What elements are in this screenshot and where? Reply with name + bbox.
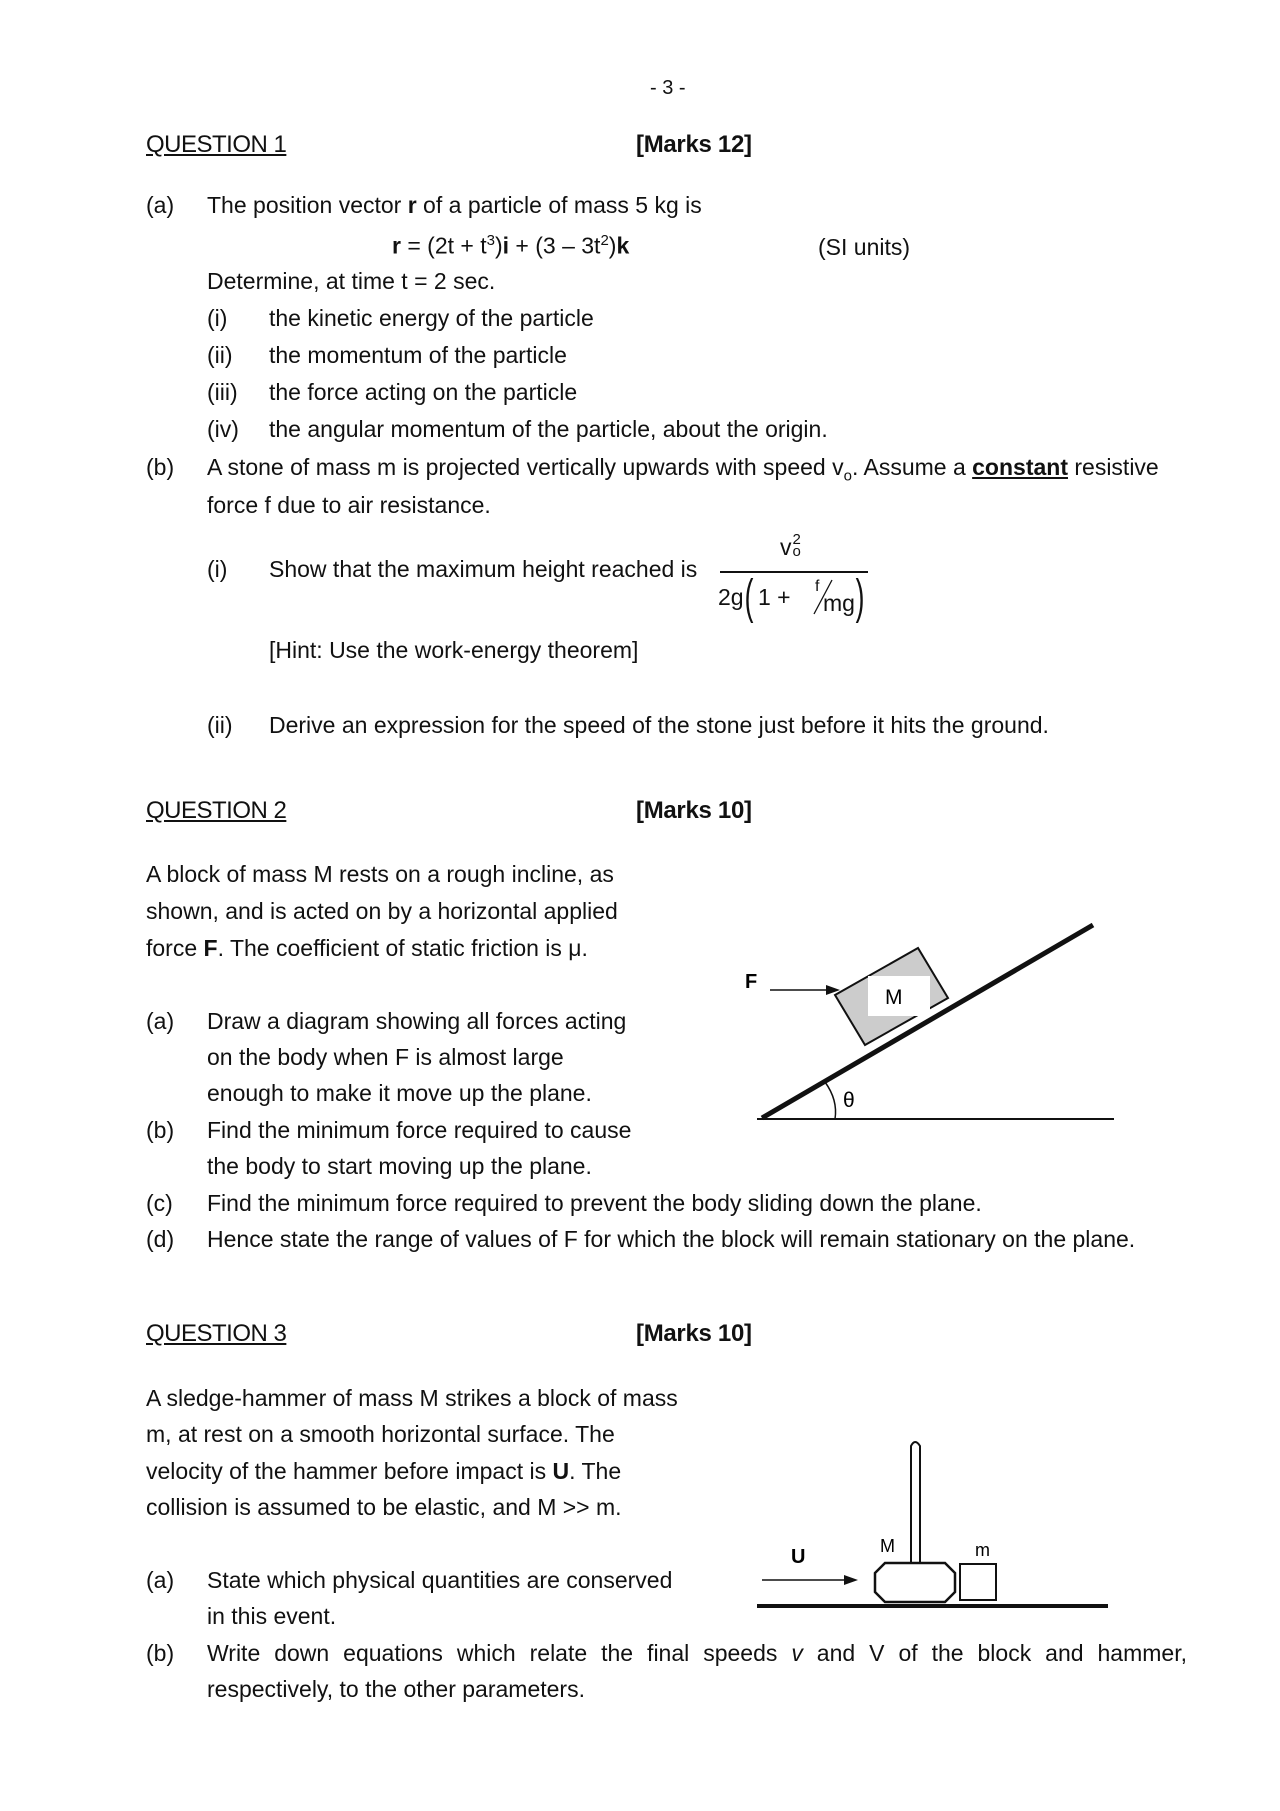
angle-label: θ bbox=[843, 1089, 855, 1112]
q2-part-text: Hence state the range of values of F for which the block will remain stationary on the plane. bbox=[207, 1226, 1136, 1252]
q3-part-b-label: (b) bbox=[146, 1640, 175, 1666]
question-2-marks: [Marks 10] bbox=[636, 797, 752, 824]
question-3-marks: [Marks 10] bbox=[636, 1320, 752, 1347]
q1-item-text: the force acting on the particle bbox=[269, 379, 578, 405]
q1-bi-text: Show that the maximum height reached is bbox=[269, 556, 698, 582]
q3-intro-line: velocity of the hammer before impact is U. The bbox=[146, 1458, 622, 1484]
question-3-title: QUESTION 3 bbox=[146, 1320, 287, 1347]
q1-part-b-line1: A stone of mass m is projected vertically upwards with speed $v_o$. Assume a constant resistive bbox=[207, 454, 1159, 485]
q2-part-text: Draw a diagram showing all forces acting bbox=[207, 1008, 627, 1034]
q1-position-equation: $r = (2t + t^3)i + (3 - 3t^2)k$ bbox=[392, 232, 630, 259]
q3-part-b-line1: Write down equations which relate the final speeds v and V of the block and hammer, bbox=[207, 1640, 1187, 1666]
q2-part-label: (a) bbox=[146, 1008, 175, 1034]
q1-item-text: the momentum of the particle bbox=[269, 342, 567, 368]
q1-item-num: (iii) bbox=[207, 379, 238, 405]
q2-part-text: on the body when F is almost large bbox=[207, 1044, 564, 1070]
velocity-label: U bbox=[791, 1546, 806, 1568]
small-block bbox=[960, 1564, 996, 1600]
q1-part-b-label: (b) bbox=[146, 454, 175, 480]
hammer-handle bbox=[911, 1442, 920, 1563]
small-frac-mg: mg bbox=[823, 590, 855, 616]
q3-intro-line: A sledge-hammer of mass M strikes a block of mass bbox=[146, 1385, 678, 1411]
q2-part-text: the body to start moving up the plane. bbox=[207, 1153, 592, 1179]
q1-item-num: (ii) bbox=[207, 342, 233, 368]
fraction-numerator: v 2 o bbox=[780, 531, 801, 560]
small-frac-f: f bbox=[815, 578, 820, 595]
q2-part-label: (b) bbox=[146, 1117, 175, 1143]
q1-determine: Determine, at time t = 2 sec. bbox=[207, 268, 496, 294]
q1-item-text: the angular momentum of the particle, about the origin. bbox=[269, 416, 828, 442]
q1-item-num: (i) bbox=[207, 305, 228, 331]
mass-label: M bbox=[885, 986, 903, 1009]
q1-part-b-line2: force f due to air resistance. bbox=[207, 492, 491, 518]
hammer-head bbox=[875, 1563, 955, 1602]
q1-part-a-intro: The position vector r of a particle of mass 5 kg is bbox=[207, 192, 702, 218]
q2-part-text: enough to make it move up the plane. bbox=[207, 1080, 592, 1106]
q1-hint: [Hint: Use the work-energy theorem] bbox=[269, 637, 639, 663]
question-1-marks: [Marks 12] bbox=[636, 131, 752, 158]
hammer-label: M bbox=[880, 1536, 895, 1556]
q1-bi-num: (i) bbox=[207, 556, 228, 582]
paren-right: ) bbox=[855, 571, 865, 624]
q3-part-a-label: (a) bbox=[146, 1567, 175, 1593]
paren-left: ( bbox=[744, 571, 754, 624]
q2-intro-line: shown, and is acted on by a horizontal applied bbox=[146, 898, 618, 924]
fraction-den-2g: 2g bbox=[718, 584, 744, 610]
q3-part-a-text: in this event. bbox=[207, 1603, 337, 1629]
q1-bii-text: Derive an expression for the speed of the stone just before it hits the ground. bbox=[269, 712, 1049, 738]
velocity-arrowhead bbox=[844, 1575, 858, 1585]
fraction-den-inner: 1 + bbox=[758, 584, 791, 610]
q1-units: (SI units) bbox=[818, 234, 911, 260]
page-number: - 3 - bbox=[650, 77, 686, 99]
q2-part-label: (d) bbox=[146, 1226, 175, 1252]
q3-part-b-line2: respectively, to the other parameters. bbox=[207, 1676, 585, 1702]
block-label: m bbox=[975, 1540, 990, 1560]
q2-part-text: Find the minimum force required to cause bbox=[207, 1117, 632, 1143]
q3-part-a-text: State which physical quantities are conserved bbox=[207, 1567, 673, 1593]
q2-part-text: Find the minimum force required to prevent the body sliding down the plane. bbox=[207, 1190, 982, 1216]
q2-intro-line: force F. The coefficient of static friction is μ. bbox=[146, 935, 588, 961]
q2-intro-line: A block of mass M rests on a rough incline, as bbox=[146, 861, 614, 887]
question-1-title: QUESTION 1 bbox=[146, 131, 287, 158]
q1-bii-num: (ii) bbox=[207, 712, 233, 738]
q1-item-num: (iv) bbox=[207, 416, 239, 442]
q2-part-label: (c) bbox=[146, 1190, 173, 1216]
q1-part-a-label: (a) bbox=[146, 192, 175, 218]
question-2-title: QUESTION 2 bbox=[146, 797, 287, 824]
q1-item-text: the kinetic energy of the particle bbox=[269, 305, 594, 331]
q3-intro-line: collision is assumed to be elastic, and M >> m. bbox=[146, 1494, 622, 1520]
q3-intro-line: m, at rest on a smooth horizontal surface. The bbox=[146, 1421, 615, 1447]
force-label: F bbox=[745, 971, 758, 993]
